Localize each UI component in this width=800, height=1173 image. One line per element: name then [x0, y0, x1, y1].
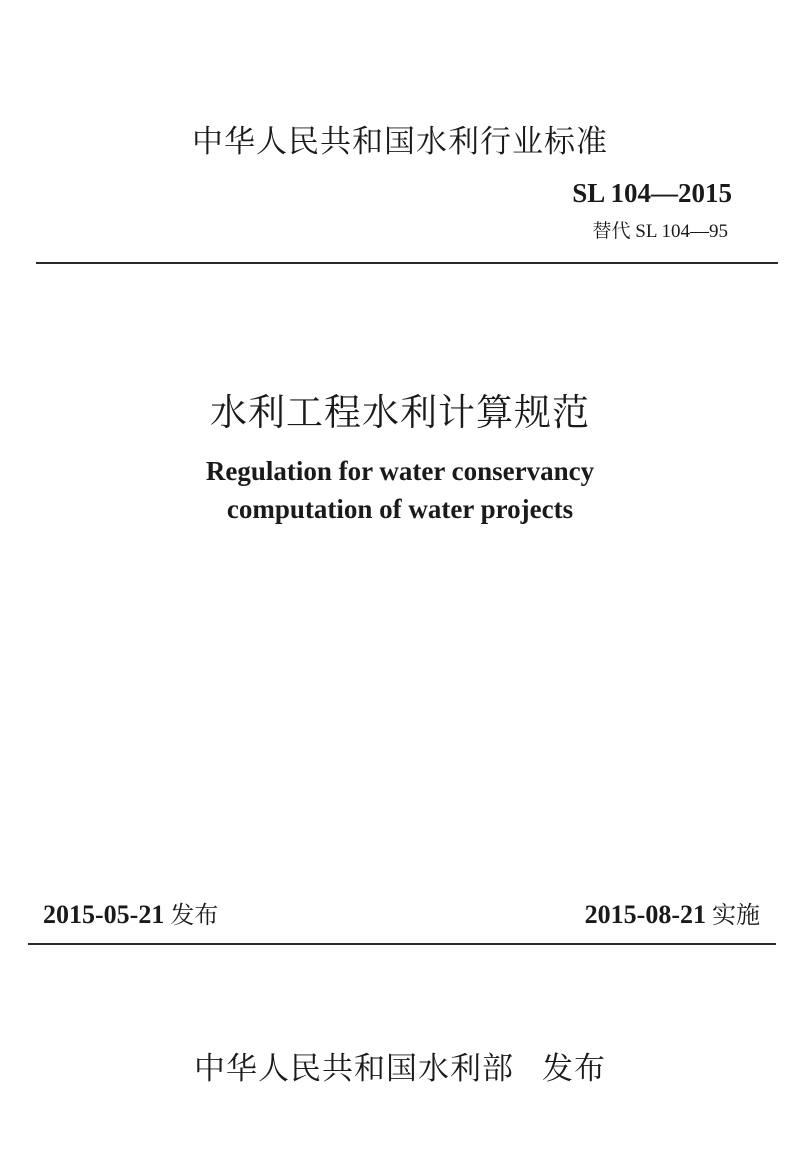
publisher-action: 发布: [542, 1051, 606, 1087]
title-chinese: 水利工程水利计算规范: [210, 391, 590, 434]
issue-date-block: [43, 895, 218, 930]
title-english: [0, 452, 800, 528]
standard-code: SL 104—2015: [572, 178, 732, 208]
bottom-divider: [28, 943, 776, 945]
implement-date: 2015-08-21: [584, 900, 706, 929]
title-english-line-2: computation of water projects: [226, 494, 574, 524]
implement-label: 实施: [712, 901, 760, 929]
top-divider: [36, 262, 778, 264]
implement-date-block: [585, 895, 760, 930]
publisher-name: 中华人民共和国水利部: [194, 1051, 514, 1087]
standard-replaces: 替代 SL 104—95: [592, 221, 728, 242]
title-english-line-1: Regulation for water conservancy: [205, 456, 595, 486]
issue-label: 发布: [170, 901, 219, 929]
issue-date: 2015-05-21: [43, 900, 165, 929]
standard-category-header: 中华人民共和国水利行业标准: [192, 124, 608, 160]
publisher-line: [0, 1043, 800, 1088]
